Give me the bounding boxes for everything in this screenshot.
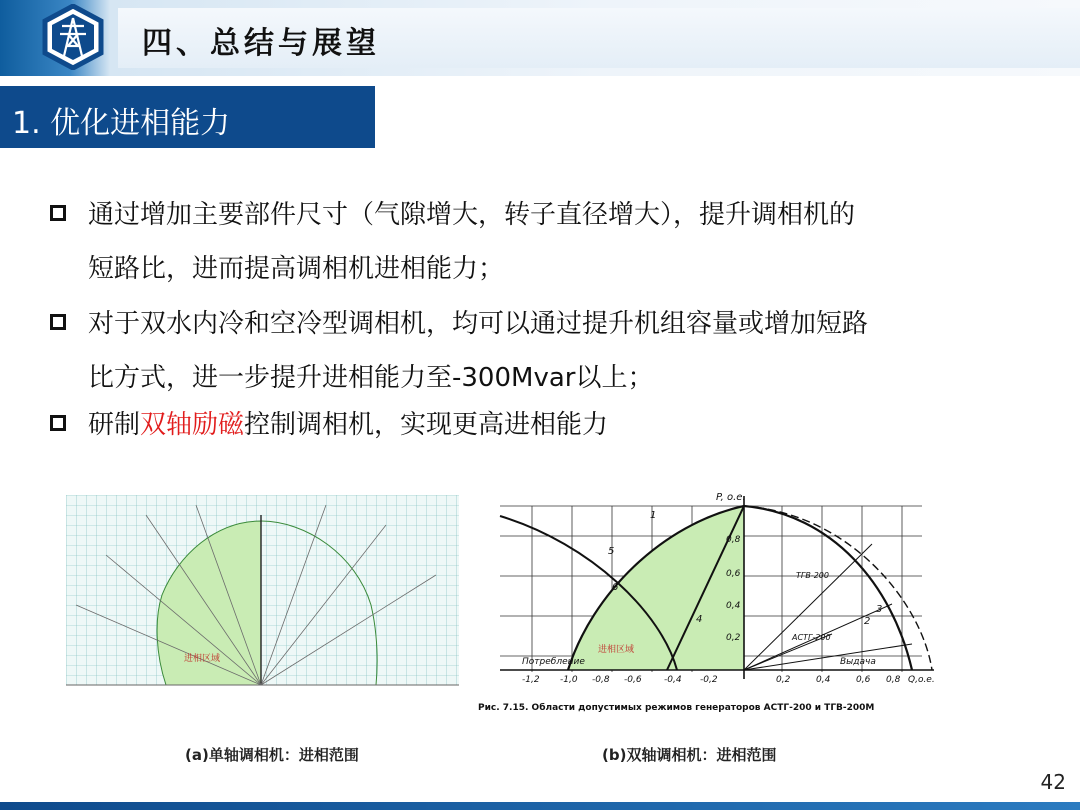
bullet-item-1 (50, 188, 1040, 296)
figure-b-diagram (472, 484, 950, 718)
checkbox-bullet-icon (50, 205, 66, 221)
figure-a-diagram (66, 495, 459, 717)
page-number: 42 (1040, 770, 1066, 794)
figure-b-right-label: Выдача (840, 657, 876, 667)
figure-b-x-tick: -0,8 (592, 675, 610, 685)
figure-b-left-label: Потребление (522, 657, 585, 667)
figure-b-region-label: 进相区域 (598, 645, 635, 655)
figure-b-x-tick: -1,2 (522, 675, 540, 685)
figure-b-curve-label: 5 (608, 546, 615, 557)
figure-b-curve-label: 1 (650, 510, 657, 521)
figure-b-x-tick: 0,2 (776, 675, 791, 685)
bullet-2-line-1: 对于双水内冷和空冷型调相机，均可以通过提升机组容量或增加短路 (88, 309, 869, 339)
figure-b-x-tick: -0,2 (700, 675, 718, 685)
figure-b-x-axis-label: Q,o.e. (908, 675, 935, 685)
figure-b-caption: (b)双轴调相机：进相范围 (602, 746, 777, 764)
bullet-item-2 (50, 297, 1040, 405)
figure-b-y-tick: 0,2 (726, 633, 741, 643)
bullet-3-suffix: 控制调相机，实现更高进相能力 (244, 410, 609, 440)
figure-b-y-tick: 0,8 (726, 535, 741, 545)
figure-b-x-tick: -0,4 (664, 675, 682, 685)
figure-b-annotation: ТГВ-200 (796, 571, 829, 580)
checkbox-bullet-icon (50, 415, 66, 431)
figure-a-region-label: 进相区域 (184, 654, 221, 664)
figure-b-y-label: P, o.e. (716, 492, 746, 503)
footer-bar (0, 802, 1080, 810)
bullet-1-line-1: 通过增加主要部件尺寸（气隙增大，转子直径增大），提升调相机的 (88, 200, 856, 230)
figure-b-curve-label: 2 (864, 616, 871, 627)
bullet-item-3 (50, 398, 1040, 452)
figure-b-curve-label: 6 (612, 582, 619, 593)
figure-a-caption: (a)单轴调相机：进相范围 (185, 746, 359, 764)
figure-b-y-tick: 0,6 (726, 569, 741, 579)
bullet-2-line-2: 比方式，进一步提升进相能力至-300Mvar以上； (88, 363, 654, 393)
figure-b-curve-label: 4 (696, 614, 703, 625)
bullet-3-highlight: 双轴励磁 (140, 410, 245, 440)
figure-b-x-tick: 0,6 (856, 675, 871, 685)
figure-b-y-tick: 0,4 (726, 601, 741, 611)
slide-title: 四、总结与展望 (142, 26, 380, 61)
power-tower-logo-icon (40, 4, 106, 70)
figure-b-annotation: АСТГ-200 (792, 633, 831, 642)
bullet-1-line-2: 短路比，进而提高调相机进相能力； (88, 254, 505, 284)
figure-b-x-tick: 0,4 (816, 675, 831, 685)
figure-b-x-tick: 0,8 (886, 675, 901, 685)
figure-b-curve-label: 3 (876, 604, 883, 615)
figure-b-x-tick: -1,0 (560, 675, 578, 685)
section-title: 1. 优化进相能力 (12, 106, 231, 141)
checkbox-bullet-icon (50, 314, 66, 330)
figure-b-russian-caption: Рис. 7.15. Области допустимых режимов генераторов АСТГ-200 и ТГВ-200М (478, 703, 875, 713)
bullet-3-prefix: 研制 (88, 410, 141, 440)
figure-b-x-tick: -0,6 (624, 675, 642, 685)
